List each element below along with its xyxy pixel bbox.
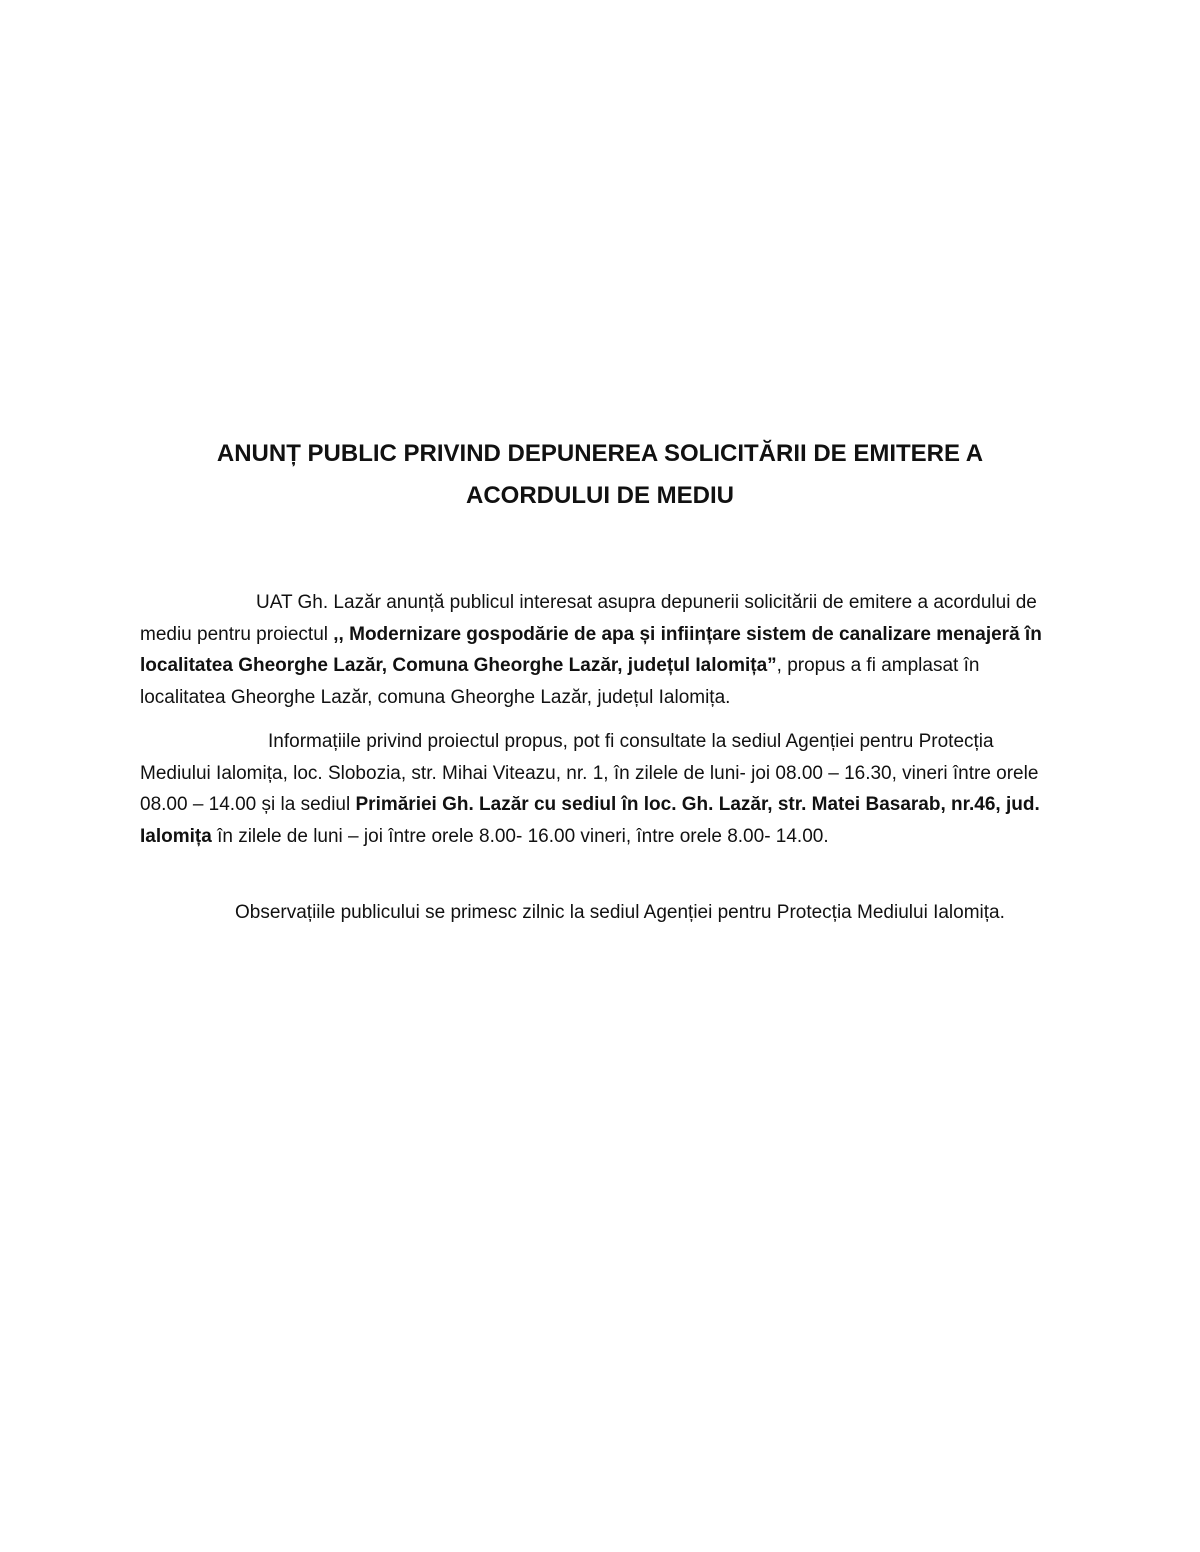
paragraph2-text-a: Informațiile privind proiectul propus, pot fi consultate la sediul Agenției pentru Protecția Mediului Ialomița, loc. Slobozia, str. Mihai Viteazu, nr. 1, în zilele de luni- joi 08.00 – 16.30, vineri între orele 08.00 – 14.00 și la sediul [140,731,1039,815]
project-name: ,, Modernizare gospodărie de apa și inființare sistem de canalizare menajeră în localitatea Gheorghe Lazăr, Comuna Gheorghe Lazăr, județul Ialomița” [140,623,1042,676]
paragraph1-text-b: , propus a fi amplasat în localitatea Gheorghe Lazăr, comuna Gheorghe Lazăr, județul Ialomița. [140,655,980,708]
paragraph-announcement [140,587,1060,713]
title-line-2: ACORDULUI DE MEDIU [466,482,734,509]
paragraph-information [140,726,1060,852]
paragraph2-text-b: în zilele de luni – joi între orele 8.00- 16.00 vineri, între orele 8.00- 14.00. [211,825,829,847]
page-title [140,433,1060,517]
paragraph3-text: Observațiile publicului se primesc zilnic la sediul Agenției pentru Protecția Mediului Ialomița. [235,902,1005,923]
paragraph-observations [140,897,1060,929]
paragraph1-text-a: UAT Gh. Lazăr anunță publicul interesat asupra depunerii solicitării de emitere a acordului de mediu pentru proiectul [140,592,1037,645]
town-hall-address: Primăriei Gh. Lazăr cu sediul în loc. Gh. Lazăr, str. Matei Basarab, nr.46, jud. Ialomița [140,794,1040,847]
title-line-1: ANUNȚ PUBLIC PRIVIND DEPUNEREA SOLICITĂRII DE EMITERE A [216,440,984,467]
